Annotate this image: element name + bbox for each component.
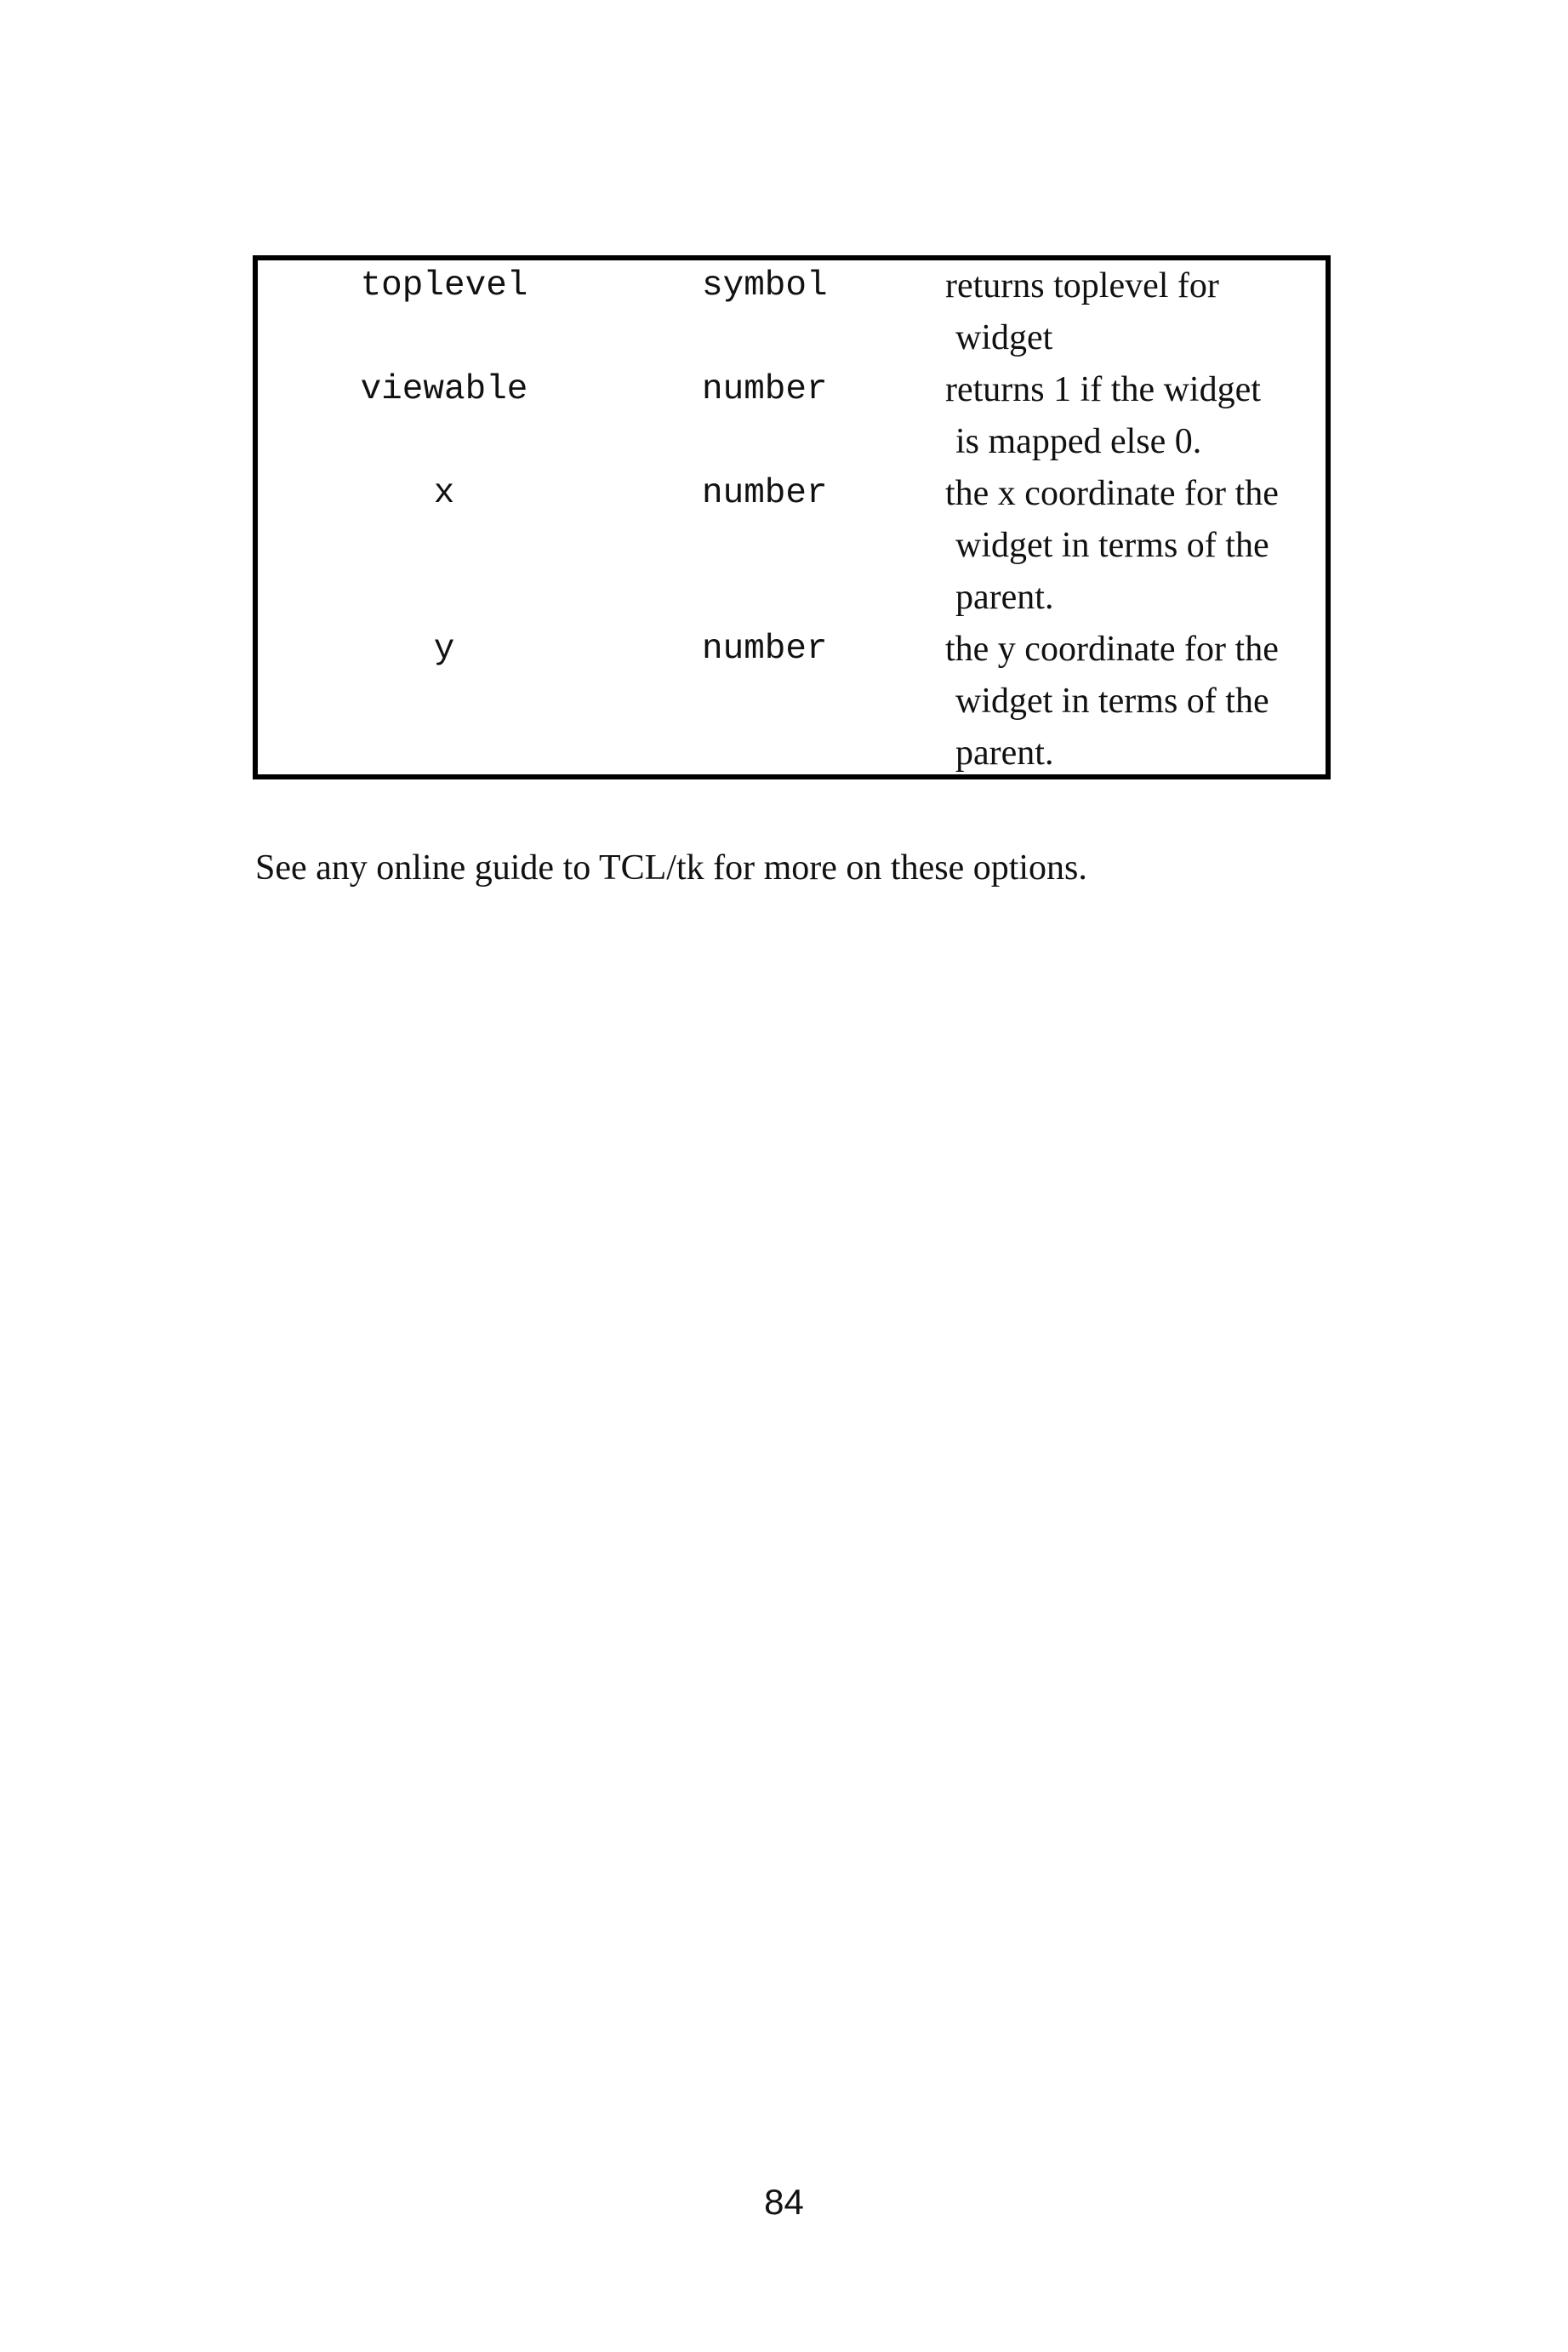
- option-description: [945, 364, 1330, 468]
- option-name: viewable: [360, 370, 528, 409]
- option-type: number: [702, 474, 828, 513]
- option-description: [945, 468, 1330, 624]
- option-name: y: [433, 630, 455, 669]
- description-line: the y coordinate for the: [945, 630, 1279, 669]
- option-name: x: [433, 474, 455, 513]
- description-line: returns 1 if the widget: [945, 370, 1261, 409]
- option-type: symbol: [702, 266, 828, 305]
- option-type: number: [702, 630, 828, 669]
- description-line: is mapped else 0.: [955, 422, 1202, 461]
- description-line: the x coordinate for the: [945, 474, 1279, 513]
- description-line: returns toplevel for: [945, 266, 1219, 305]
- body-paragraph: See any online guide to TCL/tk for more on these options.: [255, 848, 1087, 888]
- description-line: widget in terms of the: [955, 526, 1269, 565]
- description-line: widget: [955, 318, 1053, 357]
- page-number: 84: [764, 2182, 804, 2222]
- option-description: [945, 260, 1330, 364]
- option-description: [945, 624, 1330, 779]
- option-type: number: [702, 370, 828, 409]
- option-name: toplevel: [360, 266, 528, 305]
- description-line: parent.: [955, 578, 1054, 617]
- description-line: parent.: [955, 734, 1054, 773]
- description-line: widget in terms of the: [955, 682, 1269, 721]
- options-table: [253, 255, 1331, 779]
